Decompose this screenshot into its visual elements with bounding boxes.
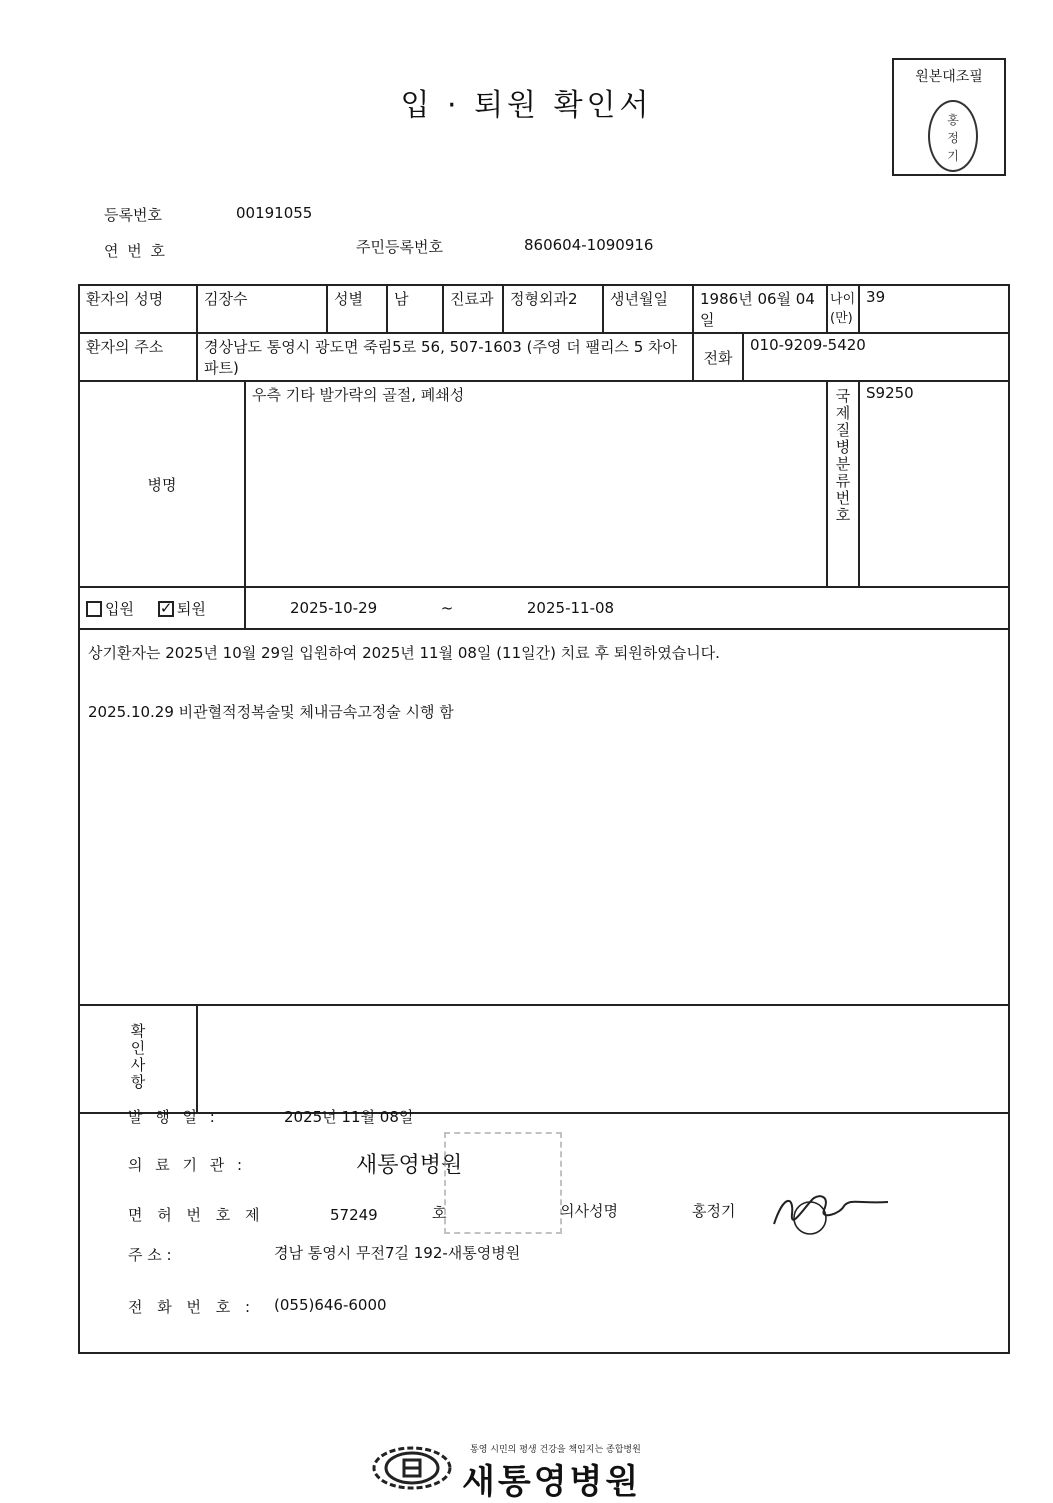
doctor-name: 홍정기	[692, 1202, 736, 1220]
stay-period-cell	[245, 587, 1009, 629]
disease-name: 우측 기타 발가락의 골절, 폐쇄성	[245, 381, 827, 587]
doctor-label: 의사성명	[560, 1202, 618, 1220]
patient-name: 김장수	[197, 285, 327, 333]
name-label: 환자의 성명	[79, 285, 197, 333]
content-cell	[79, 629, 1009, 1005]
address-label: 환자의 주소	[79, 333, 197, 381]
copy-verified-label: 원본대조필	[915, 69, 983, 85]
copy-verified-stamp-box	[892, 58, 1006, 176]
svg-text:홍: 홍	[947, 113, 959, 127]
stay-type-cell	[79, 587, 245, 629]
registration-number: 00191055	[236, 204, 313, 222]
icd-label: 국제질병분류번호	[833, 388, 852, 524]
patient-dept: 정형외과2	[503, 285, 603, 333]
dept-label: 진료과	[443, 285, 503, 333]
institution-label: 의 료 기 관 :	[128, 1156, 247, 1174]
patient-age: 39	[859, 285, 1009, 333]
birth-label: 생년월일	[603, 285, 693, 333]
discharge-label: 퇴원	[176, 599, 206, 618]
banner-hospital-name: 새통영병원	[462, 1462, 642, 1502]
issue-date-label: 발 행 일 :	[128, 1108, 219, 1126]
license-ho: 호	[432, 1204, 447, 1222]
icd-code: S9250	[859, 381, 1009, 587]
issue-date: 2025년 11월 08일	[284, 1108, 414, 1126]
patient-address: 경상남도 통영시 광도면 죽림5로 56, 507-1603 (주영 더 팰리스 5 차아파트)	[197, 333, 693, 381]
resident-number-label: 주민등록번호	[356, 238, 443, 256]
license-number: 57249	[330, 1206, 378, 1224]
address-label-footer: 주 소 :	[128, 1246, 172, 1264]
confirm-label: 확인사항	[128, 1023, 147, 1091]
sex-label: 성별	[327, 285, 387, 333]
disease-label: 병명	[79, 381, 245, 587]
license-label: 면 허 번 호 제	[128, 1206, 265, 1224]
hospital-banner	[372, 1440, 732, 1502]
age-label: 나이(만)	[827, 285, 859, 333]
patient-phone: 010-9209-5420	[743, 333, 1009, 381]
stay-to-date: 2025-11-08	[526, 599, 615, 617]
verification-seal	[928, 100, 978, 172]
seal-icon	[930, 102, 976, 170]
hospital-seal	[444, 1132, 562, 1234]
content-line-1: 상기환자는 2025년 10월 29일 입원하여 2025년 11월 08일 (11일간) 치료 후 퇴원하였습니다.	[88, 644, 720, 662]
resident-number: 860604-1090916	[524, 236, 654, 254]
admission-checkbox[interactable]	[86, 601, 102, 617]
stay-from-date: 2025-10-29	[290, 599, 378, 617]
phone-label: 전화	[693, 333, 743, 381]
serial-number-label: 연 번 호	[104, 242, 168, 260]
icd-label-cell	[827, 381, 859, 587]
hospital-tel: (055)646-6000	[274, 1296, 387, 1314]
banner-tagline: 통영 시민의 평생 건강을 책임지는 종합병원	[470, 1445, 641, 1455]
confirm-content	[197, 1005, 1009, 1113]
content-line-2: 2025.10.29 비관혈적정복술및 체내금속고정술 시행 함	[88, 703, 454, 721]
hospital-logo-icon	[372, 1446, 452, 1490]
doctor-signature	[764, 1184, 894, 1240]
tel-label: 전 화 번 호 :	[128, 1298, 256, 1316]
document-title: 입 · 퇴원 확인서	[400, 88, 653, 123]
hospital-address: 경남 통영시 무전7길 192-새통영병원	[274, 1244, 521, 1262]
registration-number-label: 등록번호	[104, 206, 162, 224]
stay-tilde: ~	[440, 599, 454, 617]
patient-birth: 1986년 06월 04일	[693, 285, 827, 333]
confirm-label-cell	[79, 1005, 197, 1113]
svg-text:정: 정	[947, 131, 959, 145]
discharge-checkbox[interactable]	[158, 601, 174, 617]
svg-text:기: 기	[947, 149, 959, 163]
patient-sex: 남	[387, 285, 443, 333]
institution-name: 새통영병원	[356, 1153, 463, 1178]
admission-label: 입원	[105, 599, 134, 618]
